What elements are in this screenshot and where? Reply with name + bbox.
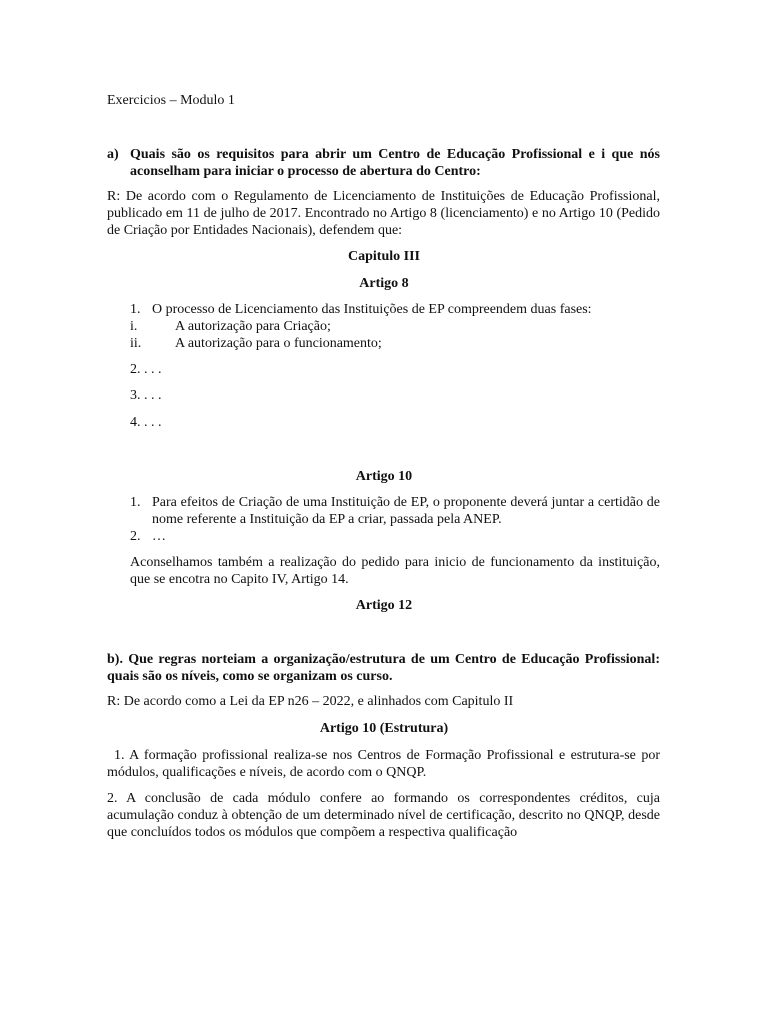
question-a-text: Quais são os requisitos para abrir um Centro de Educação Profissional e i que nós aconselham para iniciar o processo de abertura do Centro:	[130, 147, 660, 179]
document-header: Exercicios – Modulo 1	[107, 93, 235, 108]
structure-paragraph-2: 2. A conclusão de cada módulo confere ao formando os correspondentes créditos, cuja acumulação conduz à obtenção de um determinado nível de certificação, descrito no QNQP, desde que concluídos todos os módulos que compõem a respectiva qualificação	[107, 791, 660, 840]
article-8-heading: Artigo 8	[359, 276, 409, 291]
art10-advice-text: Aconselhamos também a realização do pedido para inicio de funcionamento da instituição, que se encotra no Capito IV, Artigo 14.	[130, 555, 660, 587]
art8-item2: 2. . . .	[130, 362, 162, 377]
art10-item2-number: 2.	[130, 529, 141, 544]
art8-sub1-number: i.	[130, 319, 138, 334]
article-12-heading: Artigo 12	[355, 598, 413, 613]
question-a-label: a)	[107, 147, 119, 162]
art8-item4: 4. . . .	[130, 415, 162, 430]
art10-item1-text: Para efeitos de Criação de uma Instituição de EP, o proponente deverá juntar a certidão de nome referente a Instituição da EP a criar, passada pela ANEP.	[152, 495, 660, 527]
art8-sub2-number: ii.	[130, 336, 142, 351]
art8-item3: 3. . . .	[130, 388, 162, 403]
answer-a-text: R: De acordo com o Regulamento de Licenciamento de Instituições de Educação Profissional, publicado em 11 de julho de 2017. Encontrado no Artigo 8 (licenciamento) e no Artigo 10 (Pedido de Criação por Entidades Nacionais), defendem que:	[107, 189, 660, 238]
art10-item2-text: …	[152, 529, 166, 544]
art8-item1-number: 1.	[130, 302, 141, 317]
art8-sub1-text: A autorização para Criação;	[175, 319, 331, 334]
art10-item1-number: 1.	[130, 495, 141, 510]
article-10-structure-heading: Artigo 10 (Estrutura)	[319, 721, 449, 736]
chapter-heading: Capitulo III	[348, 249, 420, 264]
question-b-text: b). Que regras norteiam a organização/estrutura de um Centro de Educação Profissional: quais são os níveis, como se organizam os curso.	[107, 652, 660, 684]
answer-b-text: R: De acordo como a Lei da EP n26 – 2022, e alinhados com Capitulo II	[107, 694, 514, 709]
article-10-heading: Artigo 10	[355, 469, 413, 484]
art8-item1-text: O processo de Licenciamento das Instituições de EP compreendem duas fases:	[152, 302, 592, 317]
structure-paragraph-1: 1. A formação profissional realiza-se nos Centros de Formação Profissional e estrutura-se por módulos, qualificações e níveis, de acordo com o QNQP.	[107, 748, 660, 780]
art8-sub2-text: A autorização para o funcionamento;	[175, 336, 382, 351]
